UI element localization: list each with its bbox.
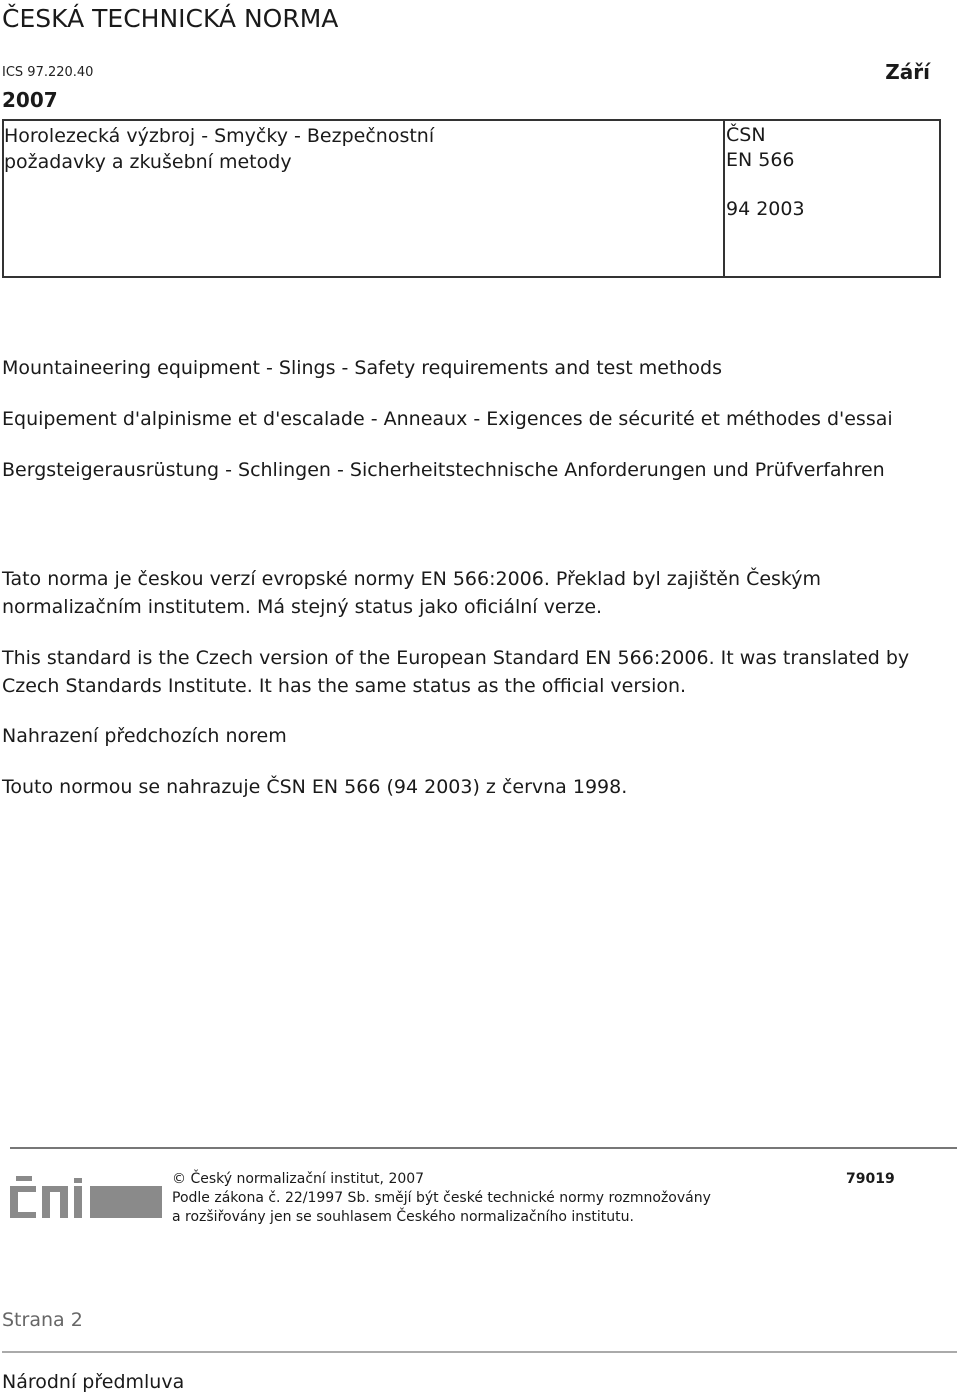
title-box-divider — [723, 121, 725, 276]
replacement-heading: Nahrazení předchozích norem — [2, 725, 287, 747]
czech-title-line-1: Horolezecká výzbroj - Smyčky - Bezpečnostní — [4, 125, 435, 147]
document-number: 79019 — [846, 1171, 895, 1187]
english-title: Mountaineering equipment - Slings - Safety requirements and test methods — [2, 357, 723, 379]
cni-logo-icon — [10, 1176, 162, 1218]
czech-version-note: Tato norma je českou verzí evropské normy EN 566:2006. Překlad byl zajištěn Českým normalizačním institutem. Má stejný status jako oficiální verze. — [2, 568, 822, 618]
page-divider — [2, 1351, 957, 1353]
section-heading: Národní předmluva — [2, 1371, 185, 1393]
standard-number: EN 566 — [726, 149, 795, 171]
french-title: Equipement d'alpinisme et d'escalade - Anneaux - Exigences de sécurité et méthodes d'essai — [2, 408, 893, 430]
document-type-title: ČESKÁ TECHNICKÁ NORMA — [2, 4, 339, 33]
page-number-label: Strana 2 — [2, 1309, 83, 1331]
english-version-note: This standard is the Czech version of the European Standard EN 566:2006. It was translated by Czech Standards Institute. It has the same status as the official version. — [2, 647, 910, 697]
legal-notice — [172, 1189, 732, 1227]
czech-title-line-2: požadavky a zkušební metody — [4, 151, 292, 173]
ics-code: ICS 97.220.40 — [2, 65, 94, 80]
title-box — [2, 119, 941, 278]
standard-designation — [726, 123, 795, 173]
footer-divider — [10, 1147, 957, 1149]
german-title: Bergsteigerausrüstung - Schlingen - Sicherheitstechnische Anforderungen und Prüfverfahren — [2, 459, 885, 481]
legal-notice-line-2: a rozšiřovány jen se souhlasem Českého normalizačního institutu. — [172, 1209, 634, 1225]
copyright-notice: © Český normalizační institut, 2007 — [172, 1171, 425, 1187]
replacement-text: Touto normou se nahrazuje ČSN EN 566 (94 2003) z června 1998. — [2, 776, 628, 798]
csn-label: ČSN — [726, 124, 766, 146]
legal-notice-line-1: Podle zákona č. 22/1997 Sb. smějí být české technické normy rozmnožovány — [172, 1190, 711, 1206]
czech-title — [4, 123, 704, 175]
publication-year: 2007 — [2, 88, 58, 112]
classification-number: 94 2003 — [726, 198, 805, 220]
publication-month: Září — [885, 60, 930, 84]
